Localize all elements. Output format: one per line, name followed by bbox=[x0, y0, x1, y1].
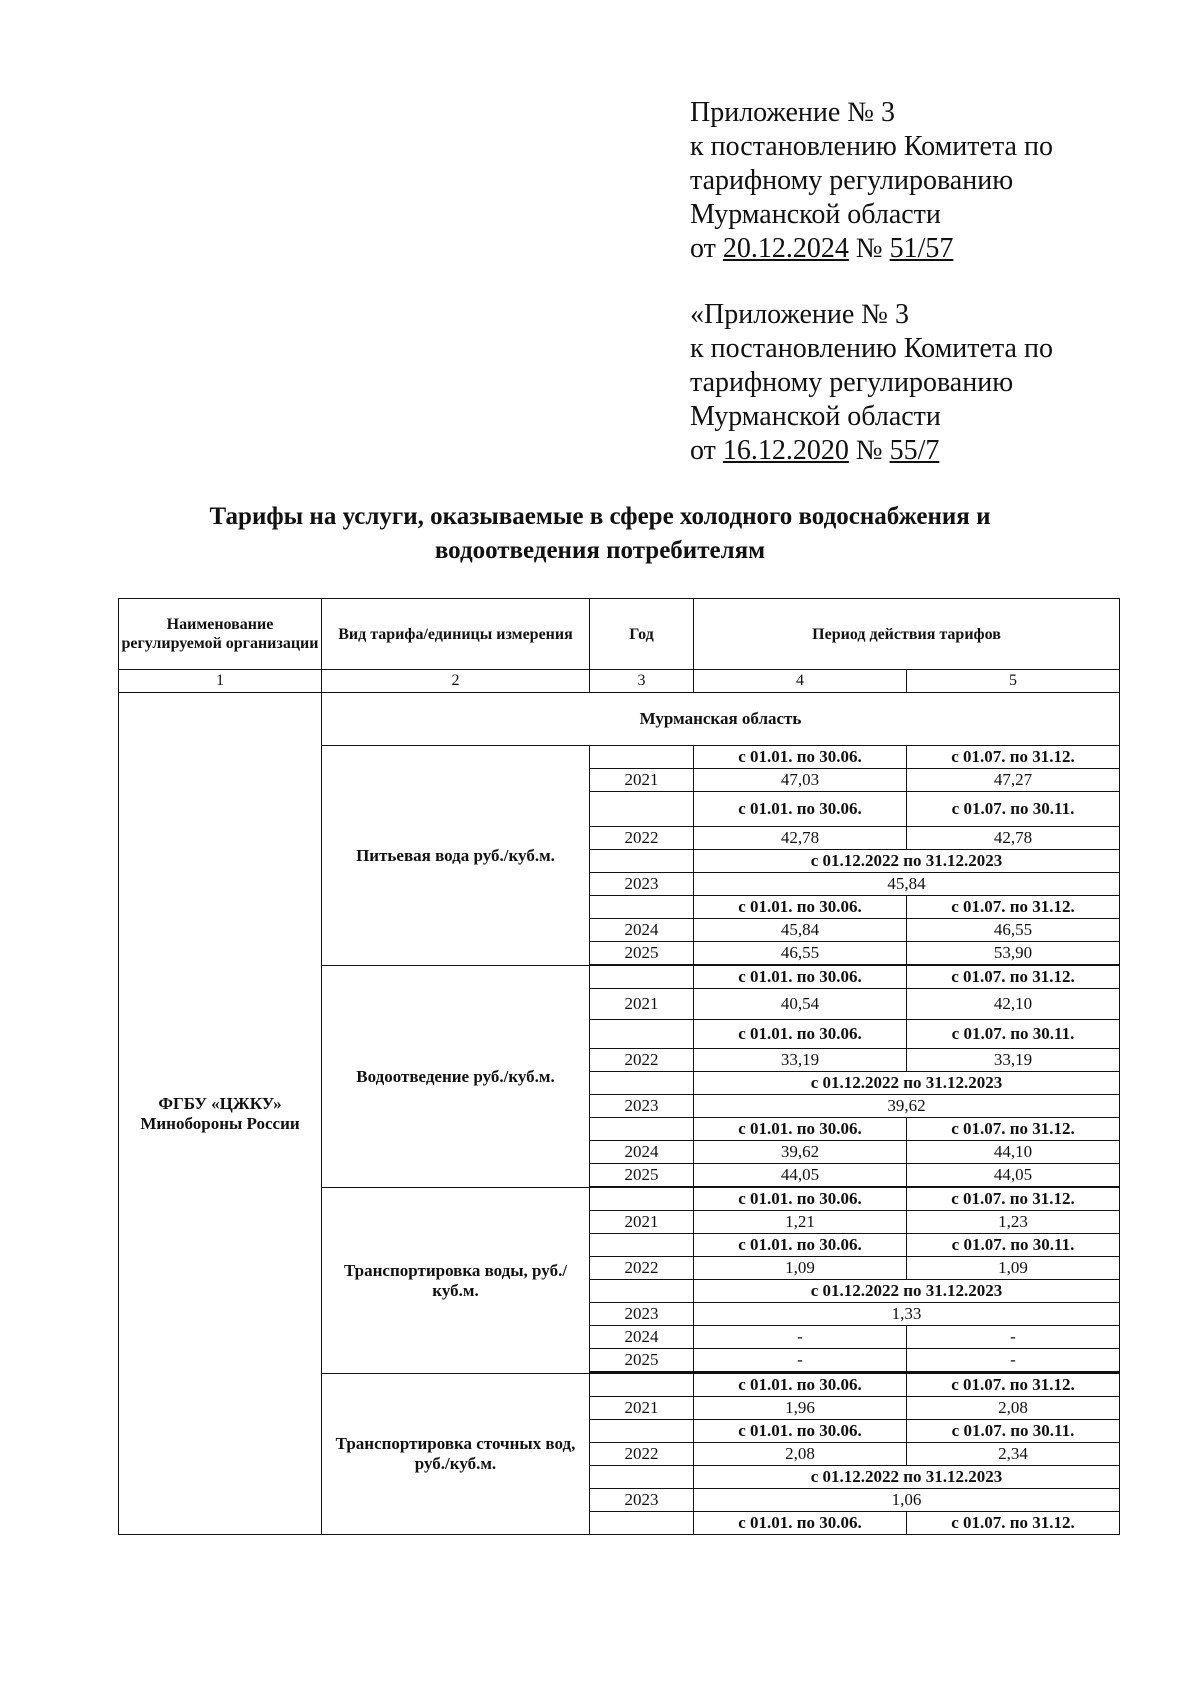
year-cell: 2021 bbox=[590, 1211, 694, 1234]
value-cell: 46,55 bbox=[694, 942, 907, 965]
date-prefix: от bbox=[690, 233, 716, 264]
resolution-number: 51/57 bbox=[889, 233, 954, 264]
year-cell bbox=[590, 792, 694, 827]
value-cell: 42,78 bbox=[907, 827, 1120, 850]
value-cell: 1,09 bbox=[907, 1257, 1120, 1280]
period-cell: с 01.01. по 30.06. bbox=[694, 1420, 907, 1443]
value-cell: - bbox=[907, 1326, 1120, 1349]
value-cell: 1,23 bbox=[907, 1211, 1120, 1234]
year-cell: 2023 bbox=[590, 873, 694, 896]
year-cell bbox=[590, 966, 694, 989]
appendix-line-4: Мурманской области bbox=[690, 401, 941, 432]
document-title bbox=[100, 500, 1100, 568]
period-cell: с 01.07. по 31.12. bbox=[907, 1188, 1120, 1211]
col-header-period: Период действия тарифов bbox=[694, 599, 1120, 670]
year-cell: 2023 bbox=[590, 1489, 694, 1512]
period-cell: с 01.01. по 30.06. bbox=[694, 1020, 907, 1049]
year-cell bbox=[590, 1466, 694, 1489]
appendix-line-3: тарифному регулированию bbox=[690, 165, 1014, 196]
period-cell: с 01.01. по 30.06. bbox=[694, 966, 907, 989]
year-cell: 2022 bbox=[590, 1443, 694, 1466]
value-cell: 46,55 bbox=[907, 919, 1120, 942]
col-number: 4 bbox=[694, 670, 907, 693]
col-header-year: Год bbox=[590, 599, 694, 670]
tariff-kind-wastewater: Водоотведение руб./куб.м. bbox=[322, 966, 590, 1188]
year-cell bbox=[590, 746, 694, 769]
year-cell: 2023 bbox=[590, 1095, 694, 1118]
appendix-line-3: тарифному регулированию bbox=[690, 367, 1014, 398]
period-cell: с 01.01. по 30.06. bbox=[694, 1118, 907, 1141]
value-cell: 2,34 bbox=[907, 1443, 1120, 1466]
value-cell: 42,78 bbox=[694, 827, 907, 850]
year-cell: 2023 bbox=[590, 1303, 694, 1326]
col-number: 2 bbox=[322, 670, 590, 693]
year-cell: 2022 bbox=[590, 827, 694, 850]
year-cell: 2025 bbox=[590, 1164, 694, 1187]
year-cell: 2025 bbox=[590, 942, 694, 965]
period-cell: с 01.01. по 30.06. bbox=[694, 1512, 907, 1535]
year-cell: 2024 bbox=[590, 919, 694, 942]
region-name: Мурманская область bbox=[322, 693, 1120, 746]
resolution-date: 16.12.2020 bbox=[722, 435, 849, 466]
year-cell bbox=[590, 1374, 694, 1397]
appendix-title-line: Приложение № 3 bbox=[690, 97, 895, 128]
value-cell: 1,09 bbox=[694, 1257, 907, 1280]
value-cell: 42,10 bbox=[907, 989, 1120, 1020]
year-cell bbox=[590, 850, 694, 873]
appendix-line-2: к постановлению Комитета по bbox=[690, 333, 1053, 364]
resolution-number: 55/7 bbox=[889, 435, 940, 466]
period-cell: с 01.07. по 31.12. bbox=[907, 746, 1120, 769]
value-cell: 39,62 bbox=[694, 1095, 1120, 1118]
year-cell: 2025 bbox=[590, 1349, 694, 1372]
period-cell: с 01.07. по 31.12. bbox=[907, 896, 1120, 919]
organization-name: ФГБУ «ЦЖКУ» Минобороны России bbox=[119, 693, 322, 1535]
period-cell: с 01.01. по 30.06. bbox=[694, 746, 907, 769]
resolution-date: 20.12.2024 bbox=[722, 233, 849, 264]
value-cell: 45,84 bbox=[694, 873, 1120, 896]
period-cell: с 01.07. по 31.12. bbox=[907, 1118, 1120, 1141]
value-cell: 44,05 bbox=[907, 1164, 1120, 1187]
tariff-kind-water-transport: Транспортировка воды, руб./куб.м. bbox=[322, 1188, 590, 1374]
date-prefix: от bbox=[690, 435, 716, 466]
value-cell: 1,96 bbox=[694, 1397, 907, 1420]
period-cell: с 01.07. по 30.11. bbox=[907, 792, 1120, 827]
year-cell: 2024 bbox=[590, 1326, 694, 1349]
period-cell: с 01.01. по 30.06. bbox=[694, 1234, 907, 1257]
column-number-row bbox=[119, 670, 1120, 693]
value-cell: 2,08 bbox=[907, 1397, 1120, 1420]
value-cell: 45,84 bbox=[694, 919, 907, 942]
period-cell: с 01.12.2022 по 31.12.2023 bbox=[694, 1466, 1120, 1489]
year-cell bbox=[590, 1420, 694, 1443]
value-cell: 1,06 bbox=[694, 1489, 1120, 1512]
period-cell: с 01.07. по 31.12. bbox=[907, 1512, 1120, 1535]
number-sign: № bbox=[855, 435, 883, 466]
col-header-org: Наименование регулируемой организации bbox=[119, 599, 322, 670]
appendix-date-line bbox=[690, 434, 1130, 468]
period-cell: с 01.12.2022 по 31.12.2023 bbox=[694, 850, 1120, 873]
year-cell: 2022 bbox=[590, 1049, 694, 1072]
number-sign: № bbox=[855, 233, 883, 264]
year-cell: 2024 bbox=[590, 1141, 694, 1164]
appendix-header-current bbox=[690, 96, 1130, 266]
period-cell: с 01.07. по 30.11. bbox=[907, 1420, 1120, 1443]
appendix-line-2: к постановлению Комитета по bbox=[690, 131, 1053, 162]
tariff-table bbox=[118, 598, 1120, 1535]
col-header-kind: Вид тарифа/единицы измерения bbox=[322, 599, 590, 670]
period-cell: с 01.12.2022 по 31.12.2023 bbox=[694, 1280, 1120, 1303]
value-cell: 44,10 bbox=[907, 1141, 1120, 1164]
value-cell: 2,08 bbox=[694, 1443, 907, 1466]
col-number: 3 bbox=[590, 670, 694, 693]
year-cell bbox=[590, 896, 694, 919]
title-line-2: водоотведения потребителям bbox=[434, 537, 766, 564]
year-cell: 2021 bbox=[590, 989, 694, 1020]
year-cell bbox=[590, 1280, 694, 1303]
value-cell: - bbox=[907, 1349, 1120, 1372]
col-number: 1 bbox=[119, 670, 322, 693]
col-number: 5 bbox=[907, 670, 1120, 693]
value-cell: 47,27 bbox=[907, 769, 1120, 792]
title-line-1: Тарифы на услуги, оказываемые в сфере холодного водоснабжения и bbox=[209, 503, 991, 530]
value-cell: - bbox=[694, 1326, 907, 1349]
value-cell: 47,03 bbox=[694, 769, 907, 792]
appendix-title-line: «Приложение № 3 bbox=[690, 299, 909, 330]
year-cell bbox=[590, 1072, 694, 1095]
year-cell bbox=[590, 1512, 694, 1535]
value-cell: 33,19 bbox=[907, 1049, 1120, 1072]
value-cell: 39,62 bbox=[694, 1141, 907, 1164]
period-cell: с 01.07. по 31.12. bbox=[907, 1374, 1120, 1397]
period-cell: с 01.01. по 30.06. bbox=[694, 1188, 907, 1211]
year-cell: 2021 bbox=[590, 769, 694, 792]
value-cell: 1,33 bbox=[694, 1303, 1120, 1326]
period-cell: с 01.12.2022 по 31.12.2023 bbox=[694, 1072, 1120, 1095]
tariff-kind-drinking-water: Питьевая вода руб./куб.м. bbox=[322, 746, 590, 966]
value-cell: - bbox=[694, 1349, 907, 1372]
period-cell: с 01.07. по 31.12. bbox=[907, 966, 1120, 989]
period-cell: с 01.01. по 30.06. bbox=[694, 792, 907, 827]
value-cell: 1,21 bbox=[694, 1211, 907, 1234]
appendix-line-4: Мурманской области bbox=[690, 199, 941, 230]
year-cell: 2021 bbox=[590, 1397, 694, 1420]
value-cell: 40,54 bbox=[694, 989, 907, 1020]
year-cell bbox=[590, 1188, 694, 1211]
table-header-row bbox=[119, 599, 1120, 670]
value-cell: 53,90 bbox=[907, 942, 1120, 965]
year-cell bbox=[590, 1234, 694, 1257]
appendix-header-previous bbox=[690, 298, 1130, 468]
period-cell: с 01.07. по 30.11. bbox=[907, 1234, 1120, 1257]
region-row bbox=[119, 693, 1120, 746]
year-cell bbox=[590, 1020, 694, 1049]
period-cell: с 01.01. по 30.06. bbox=[694, 896, 907, 919]
period-cell: с 01.07. по 30.11. bbox=[907, 1020, 1120, 1049]
appendix-date-line bbox=[690, 232, 1130, 266]
year-cell: 2022 bbox=[590, 1257, 694, 1280]
value-cell: 33,19 bbox=[694, 1049, 907, 1072]
value-cell: 44,05 bbox=[694, 1164, 907, 1187]
tariff-kind-sewage-transport: Транспортировка сточных вод, руб./куб.м. bbox=[322, 1374, 590, 1535]
year-cell bbox=[590, 1118, 694, 1141]
period-cell: с 01.01. по 30.06. bbox=[694, 1374, 907, 1397]
